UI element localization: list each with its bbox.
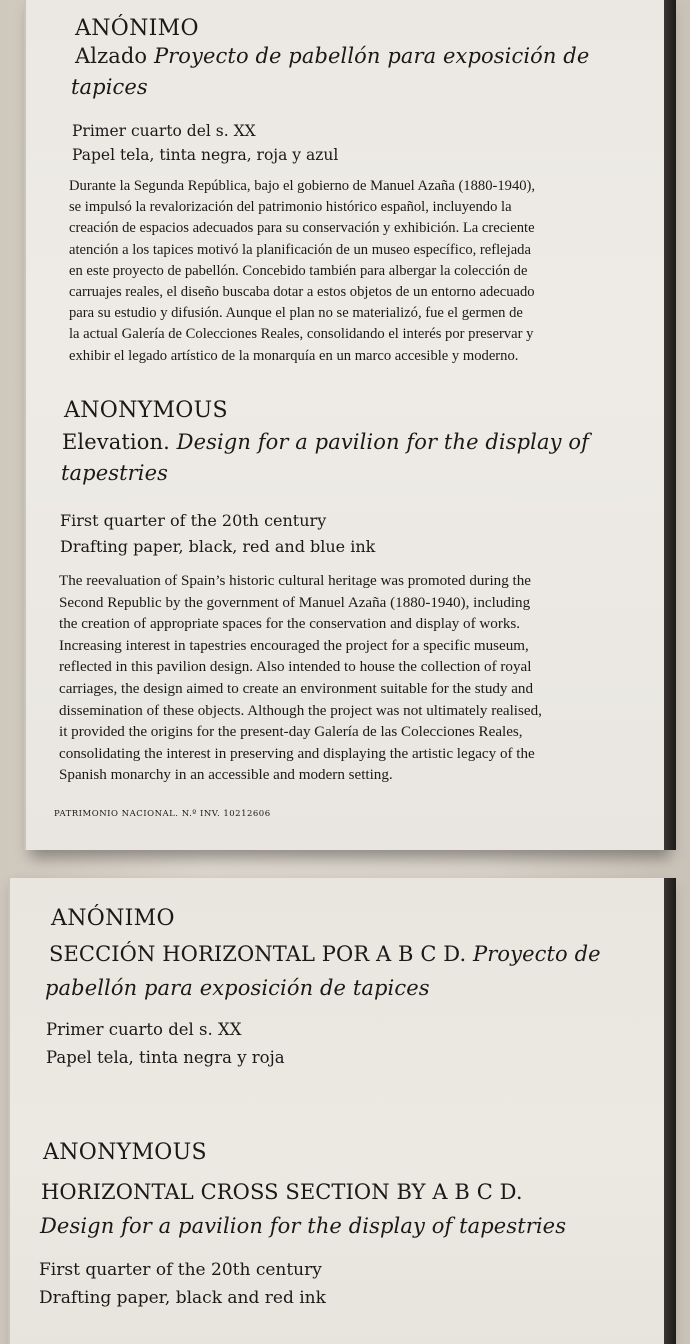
text-line: the creation of appropriate spaces for the conservation and display of works. (59, 616, 521, 633)
text-line: dissemination of these objects. Although the project was not ultimately realised, (59, 702, 542, 719)
medium-en: Drafting paper, black and red ink (39, 1288, 326, 1308)
date-en: First quarter of the 20th century (60, 511, 327, 530)
title-en-line2: Design for a pavilion for the display of tapestries (40, 1214, 567, 1238)
title-es-line2: pabellón para exposición de tapices (45, 976, 430, 1000)
author-en: ANONYMOUS (64, 398, 228, 423)
text-line: it provided the origins for the present-day Galería de las Colecciones Reales, (59, 724, 523, 741)
text-line: Second Republic by the government of Manuel Azaña (1880-1940), including (59, 594, 531, 611)
author-en: ANONYMOUS (43, 1140, 207, 1165)
title-en-line1: Elevation. Design for a pavilion for the display of (62, 430, 589, 454)
date-es: Primer cuarto del s. XX (72, 122, 256, 140)
medium-es: Papel tela, tinta negra, roja y azul (72, 146, 339, 164)
text-line: creación de espacios adecuados para su conservación y exhibición. La creciente (69, 220, 535, 237)
date-en: First quarter of the 20th century (39, 1260, 322, 1280)
text-line: consolidating the interest in preserving and displaying the artistic legacy of the (59, 745, 535, 762)
text-line: se impulsó la revalorización del patrimonio histórico español, incluyendo la (69, 199, 512, 216)
description-en (59, 571, 654, 787)
author-es: ANÓNIMO (75, 16, 199, 41)
medium-en: Drafting paper, black, red and blue ink (60, 537, 376, 556)
text-line: Spanish monarchy in an accessible and modern setting. (59, 767, 393, 784)
text-line: The reevaluation of Spain’s historic cultural heritage was promoted during the (59, 573, 531, 589)
plaque-edge (664, 0, 676, 850)
text-line: reflected in this pavilion design. Also intended to house the collection of royal (59, 659, 532, 676)
inventory-number: PATRIMONIO NACIONAL. N.º INV. 10212606 (54, 809, 271, 819)
title-es-line2: tapices (71, 75, 148, 99)
text-line: la actual Galería de Colecciones Reales, consolidando el interés por preservar y (69, 326, 534, 343)
medium-es: Papel tela, tinta negra y roja (46, 1048, 285, 1067)
title-en-line1: HORIZONTAL CROSS SECTION BY A B C D. (41, 1180, 523, 1204)
date-es: Primer cuarto del s. XX (46, 1020, 242, 1039)
author-es: ANÓNIMO (51, 906, 175, 931)
text-line: atención a los tapices motivó la planificación de un museo específico, reflejada (69, 241, 531, 258)
text-line: carruajes reales, el diseño buscaba dotar a estos objetos de un entorno adecuado (69, 284, 535, 301)
text-line: Durante la Segunda República, bajo el gobierno de Manuel Azaña (1880-1940), (69, 178, 536, 194)
title-es-line1: SECCIÓN HORIZONTAL POR A B C D. Proyecto de (49, 942, 601, 966)
title-es-line1: Alzado Proyecto de pabellón para exposición de (75, 44, 590, 68)
text-line: carriages, the design aimed to create an environment suitable for the study and (59, 680, 534, 697)
text-line: en este proyecto de pabellón. Concebido también para albergar la colección de (69, 262, 528, 279)
label-plaque-elevation (24, 0, 664, 850)
text-line: exhibir el legado artístico de la monarquía en un marco accesible y moderno. (69, 347, 519, 364)
text-line: Increasing interest in tapestries encouraged the project for a specific museum, (59, 637, 529, 654)
title-en-line2: tapestries (61, 461, 169, 485)
text-line: para su estudio y difusión. Aunque el plan no se materializó, fue el germen de (69, 305, 523, 322)
label-plaque-cross-section (8, 878, 664, 1344)
description-es (69, 176, 649, 367)
plaque-edge (664, 878, 676, 1344)
